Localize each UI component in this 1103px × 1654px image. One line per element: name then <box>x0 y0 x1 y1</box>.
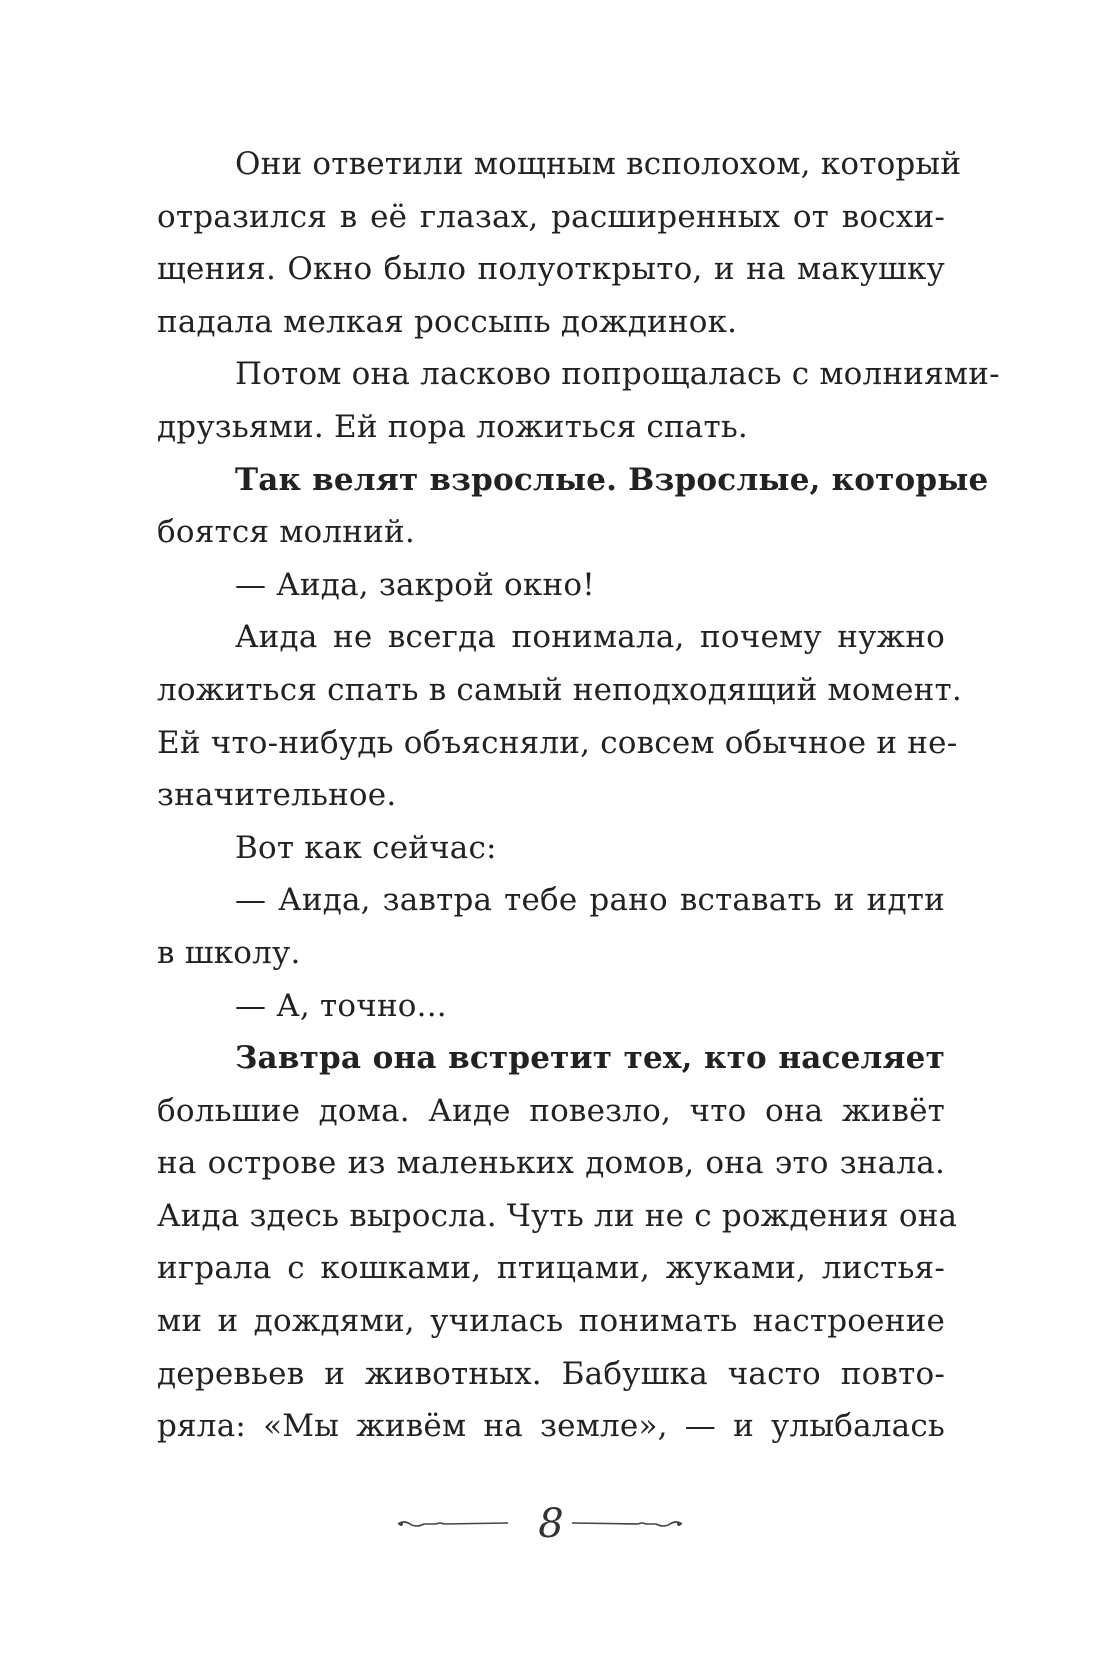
text-line: на острове из маленьких домов, она это знала. <box>157 1145 945 1182</box>
text-line: деревьев и животных. Бабушка часто повто- <box>157 1355 945 1392</box>
text-line: ложиться спать в самый неподходящий момент. <box>157 671 962 708</box>
text-line: в школу. <box>157 934 301 971</box>
text-line: Ей что-нибудь объясняли, совсем обычное и не- <box>157 724 958 761</box>
text-line: Так велят взрослые. Взрослые, которые <box>235 461 989 498</box>
right-dot <box>677 1522 681 1526</box>
text-line: ряла: «Мы живём на земле», — и улыбалась <box>157 1408 945 1445</box>
text-line: — Аида, закрой окно! <box>235 566 595 603</box>
text-line: большие дома. Аиде повезло, что она живёт <box>157 1092 945 1129</box>
text-line: Они ответили мощным всполохом, который <box>235 146 962 182</box>
text-line: друзьями. Ей пора ложиться спать. <box>157 408 748 445</box>
left-flourish <box>398 1522 508 1526</box>
page-number: 8 <box>538 1501 564 1547</box>
text-line: играла с кошками, птицами, жуками, листья- <box>157 1250 945 1287</box>
right-flourish <box>572 1522 682 1526</box>
text-line: — А, точно... <box>235 987 447 1024</box>
page-body <box>157 138 1000 1453</box>
left-dot <box>399 1522 403 1526</box>
text-line: — Аида, завтра тебе рано вставать и идти <box>235 882 945 919</box>
text-line: боятся молний. <box>157 514 415 551</box>
text-line: Вот как сейчас: <box>235 829 497 866</box>
text-line: отразился в её глазах, расширенных от восхи- <box>157 198 945 235</box>
text-line: Аида не всегда понимала, почему нужно <box>235 619 945 656</box>
text-line: Потом она ласково попрощалась с молниями- <box>235 356 1000 393</box>
text-line: ми и дождями, училась понимать настроение <box>157 1303 945 1340</box>
text-line: Аида здесь выросла. Чуть ли не с рождения она <box>157 1197 958 1234</box>
page-footer <box>0 1500 1103 1550</box>
text-line: Завтра она встретит тех, кто населяет <box>235 1040 945 1077</box>
text-line: падала мелкая россыпь дождинок. <box>157 303 738 340</box>
text-line: щения. Окно было полуоткрыто, и на макушку <box>157 251 945 288</box>
text-line: значительное. <box>157 777 397 814</box>
